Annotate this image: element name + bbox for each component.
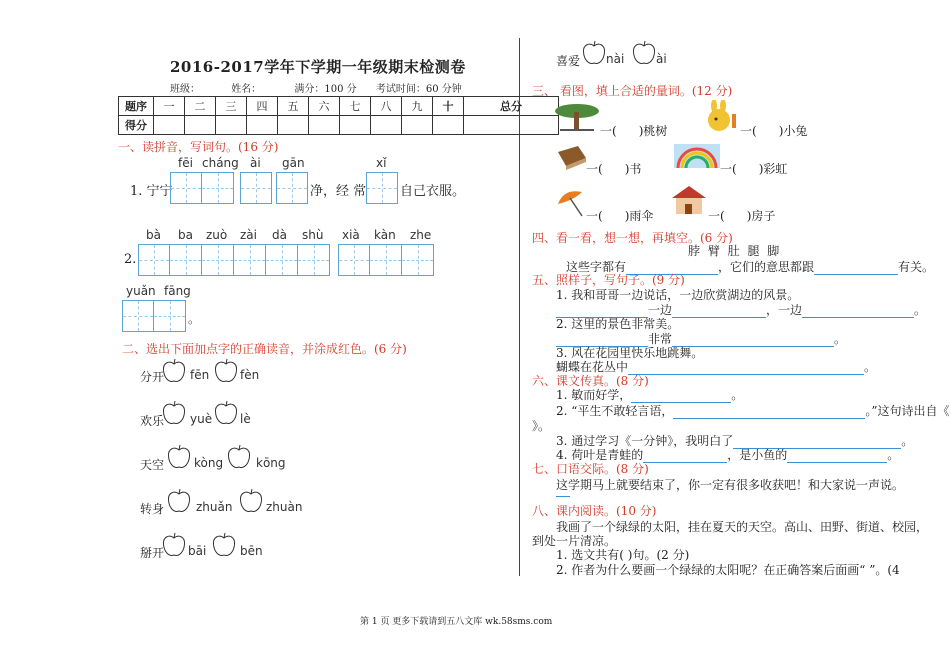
- answer-blank[interactable]: [787, 462, 887, 463]
- apple-answer-icon[interactable]: [162, 532, 186, 558]
- writing-grid-4[interactable]: [366, 172, 398, 204]
- apple-answer-icon[interactable]: [212, 532, 236, 558]
- score-input[interactable]: [371, 116, 402, 135]
- pinyin: ài: [250, 156, 261, 170]
- score-cell: 总分: [464, 97, 559, 116]
- measure-item: 一( )小兔: [740, 124, 808, 138]
- word-item: 掰开: [140, 546, 165, 560]
- rainbow-icon: [674, 144, 720, 168]
- score-cell: 四: [247, 97, 278, 116]
- apple-answer-icon[interactable]: [214, 400, 238, 426]
- score-cell: 七: [340, 97, 371, 116]
- pinyin: xià: [342, 228, 360, 242]
- score-input[interactable]: [247, 116, 278, 135]
- pinyin-option: ài: [656, 52, 667, 66]
- apple-answer-icon[interactable]: [224, 444, 254, 470]
- info-score: 满分：100 分: [294, 84, 357, 95]
- q1-prefix: 1. 宁宁: [130, 184, 173, 199]
- page-footer: 第 1 页 更多下载请到五八文库 wk.58sms.com: [360, 617, 553, 627]
- score-input[interactable]: [309, 116, 340, 135]
- s6-line-3: 3. 通过学习《一分钟》，我明白了 。: [556, 434, 914, 448]
- book-icon: [556, 144, 588, 172]
- s5-fill-1: 一边 ，一边 。: [556, 301, 926, 318]
- pinyin-option: kòng: [194, 456, 224, 470]
- reading-paragraph-2: 到处一片清凉。: [532, 534, 617, 548]
- answer-blank[interactable]: [814, 274, 898, 275]
- score-row-label: 得分: [119, 116, 154, 135]
- apple-answer-icon[interactable]: [164, 488, 194, 514]
- writing-grid-3[interactable]: [276, 172, 308, 204]
- answer-blank[interactable]: [628, 374, 864, 375]
- score-input[interactable]: [216, 116, 247, 135]
- score-cell: 一: [154, 97, 185, 116]
- score-input[interactable]: [340, 116, 371, 135]
- q1-middle: 净，经 常: [310, 184, 367, 199]
- word-item: 喜爱: [556, 54, 581, 68]
- peach-tree-icon: [554, 102, 600, 132]
- pinyin-option: yuè: [190, 412, 213, 426]
- info-class: 班级：: [170, 84, 200, 95]
- pinyin-option: kōng: [256, 456, 286, 470]
- pinyin: zuò: [206, 228, 228, 242]
- writing-grid-2[interactable]: [240, 172, 272, 204]
- pinyin-option: bāi: [188, 544, 207, 558]
- s4-fill-line: 这些字都有 ，它们的意思都跟 有关。: [566, 260, 935, 274]
- measure-item: 一( )桃树: [600, 124, 668, 138]
- page-title: 2016-2017学年下学期一年级期末检测卷: [170, 58, 466, 76]
- measure-item: 一( )书: [586, 162, 642, 176]
- rabbit-icon: [702, 100, 740, 134]
- score-cell: 十: [433, 97, 464, 116]
- pinyin: bà: [146, 228, 161, 242]
- score-cell: 二: [185, 97, 216, 116]
- score-cell: 三: [216, 97, 247, 116]
- pinyin: fēi: [178, 156, 193, 170]
- pinyin: gān: [282, 156, 305, 170]
- measure-item: 一( )彩虹: [720, 162, 788, 176]
- measure-item: 一( )雨伞: [586, 209, 654, 223]
- section-5-title: 五、照样子，写句子。(9 分): [532, 273, 685, 287]
- writing-grid-5[interactable]: [138, 244, 330, 276]
- pinyin-option: lè: [240, 412, 251, 426]
- s6-line-2: 2. “平生不敢轻言语， 。”这句诗出自《: [556, 404, 950, 418]
- score-cell: 五: [278, 97, 309, 116]
- s5-example-2: 2. 这里的景色非常美。: [556, 317, 680, 331]
- answer-blank[interactable]: [556, 496, 570, 497]
- reading-question-1: 1. 选文共有( )句。(2 分): [556, 548, 690, 562]
- apple-answer-icon[interactable]: [582, 40, 606, 66]
- pinyin: cháng: [202, 156, 239, 170]
- writing-grid-1[interactable]: [170, 172, 234, 204]
- house-icon: [670, 184, 708, 216]
- score-input[interactable]: [278, 116, 309, 135]
- apple-answer-icon[interactable]: [162, 358, 186, 384]
- section-3-title: 三、 看图，填上合适的量词。(12 分): [532, 84, 733, 98]
- pinyin-option: bēn: [240, 544, 263, 558]
- pinyin: yuǎn: [126, 284, 156, 298]
- section-2-title: 二、选出下面加点字的正确读音，并涂成红色。(6 分): [122, 342, 407, 356]
- pinyin: fāng: [164, 284, 191, 298]
- s5-example-3: 3. 风在花园里快乐地跳舞。: [556, 346, 704, 360]
- score-value-row: [119, 116, 559, 135]
- score-input[interactable]: [402, 116, 433, 135]
- score-table: [118, 96, 559, 135]
- pinyin: xǐ: [376, 156, 387, 170]
- pinyin-option: zhuàn: [266, 500, 303, 514]
- word-item: 欢乐: [140, 414, 165, 428]
- q2-number: 2.: [124, 252, 137, 267]
- word-item: 天空: [140, 458, 165, 472]
- apple-answer-icon[interactable]: [164, 444, 194, 470]
- pinyin: dà: [272, 228, 287, 242]
- word-item: 转身: [140, 502, 165, 516]
- writing-grid-6[interactable]: [338, 244, 434, 276]
- s7-prompt: 这学期马上就要结束了，你一定有很多收获吧！和大家说一声说。: [556, 478, 905, 492]
- pinyin-option: fēn: [190, 368, 210, 382]
- q1-suffix: 自己衣服。: [400, 184, 466, 199]
- s6-line-1: 1. 敏而好学， 。: [556, 388, 744, 402]
- info-time: 考试时间：60 分钟: [375, 84, 462, 95]
- pinyin-option: nài: [606, 52, 625, 66]
- answer-blank[interactable]: [643, 462, 727, 463]
- answer-blank[interactable]: [802, 317, 914, 318]
- score-cell: 九: [402, 97, 433, 116]
- answer-blank[interactable]: [672, 317, 766, 318]
- s5-example-1: 1. 我和哥哥一边说话，一边欣赏湖边的风景。: [556, 288, 800, 302]
- s6-line-2-end: 》。: [532, 419, 551, 433]
- info-line: [170, 80, 462, 95]
- apple-answer-icon[interactable]: [162, 400, 186, 426]
- section-4-title: 四、看一看，想一想，再填空。(6 分): [532, 231, 733, 245]
- pinyin-option: zhuǎn: [196, 500, 233, 514]
- info-name: 姓名：: [231, 84, 262, 95]
- pinyin: kàn: [374, 228, 396, 242]
- s5-fill-2: 非常 。: [556, 330, 846, 347]
- apple-answer-icon[interactable]: [236, 488, 266, 514]
- s6-line-4: 4. 荷叶是青蛙的 ，是小鱼的 。: [556, 448, 900, 462]
- apple-answer-icon[interactable]: [632, 40, 656, 66]
- pinyin: ba: [178, 228, 193, 242]
- pinyin: shù: [302, 228, 324, 242]
- q3-period: 。: [188, 312, 201, 326]
- measure-item: 一( )房子: [708, 209, 776, 223]
- reading-question-2: 2. 作者为什么要画一个绿绿的太阳呢？在正确答案后面画“ ”。(4: [556, 563, 900, 577]
- score-total-input[interactable]: [464, 116, 559, 135]
- score-input[interactable]: [154, 116, 185, 135]
- pinyin: zài: [240, 228, 257, 242]
- answer-blank[interactable]: [673, 418, 865, 419]
- section-8-title: 八、课内阅读。(10 分): [532, 504, 657, 518]
- pinyin: zhe: [410, 228, 432, 242]
- section-7-title: 七、口语交际。(8 分): [532, 462, 649, 476]
- s5-fill-3: 蝴蝶在花丛中 。: [556, 360, 877, 374]
- s4-characters: 脖 臂 肚 腿 脚: [688, 244, 782, 258]
- writing-grid-7[interactable]: [122, 300, 186, 332]
- score-cell: 题序: [119, 97, 154, 116]
- score-cell: 八: [371, 97, 402, 116]
- apple-answer-icon[interactable]: [214, 358, 238, 384]
- pinyin-option: fèn: [240, 368, 260, 382]
- score-header-row: [119, 97, 559, 116]
- section-1-title: 一、读拼音，写词句。(16 分): [118, 140, 279, 154]
- score-input[interactable]: [433, 116, 464, 135]
- umbrella-icon: [554, 186, 588, 220]
- score-input[interactable]: [185, 116, 216, 135]
- score-cell: 六: [309, 97, 340, 116]
- reading-paragraph-1: 我画了一个绿绿的太阳，挂在夏天的天空。高山、田野、街道、校园，: [556, 520, 929, 534]
- word-item: 分开: [140, 370, 165, 384]
- section-6-title: 六、课文传真。(8 分): [532, 374, 649, 388]
